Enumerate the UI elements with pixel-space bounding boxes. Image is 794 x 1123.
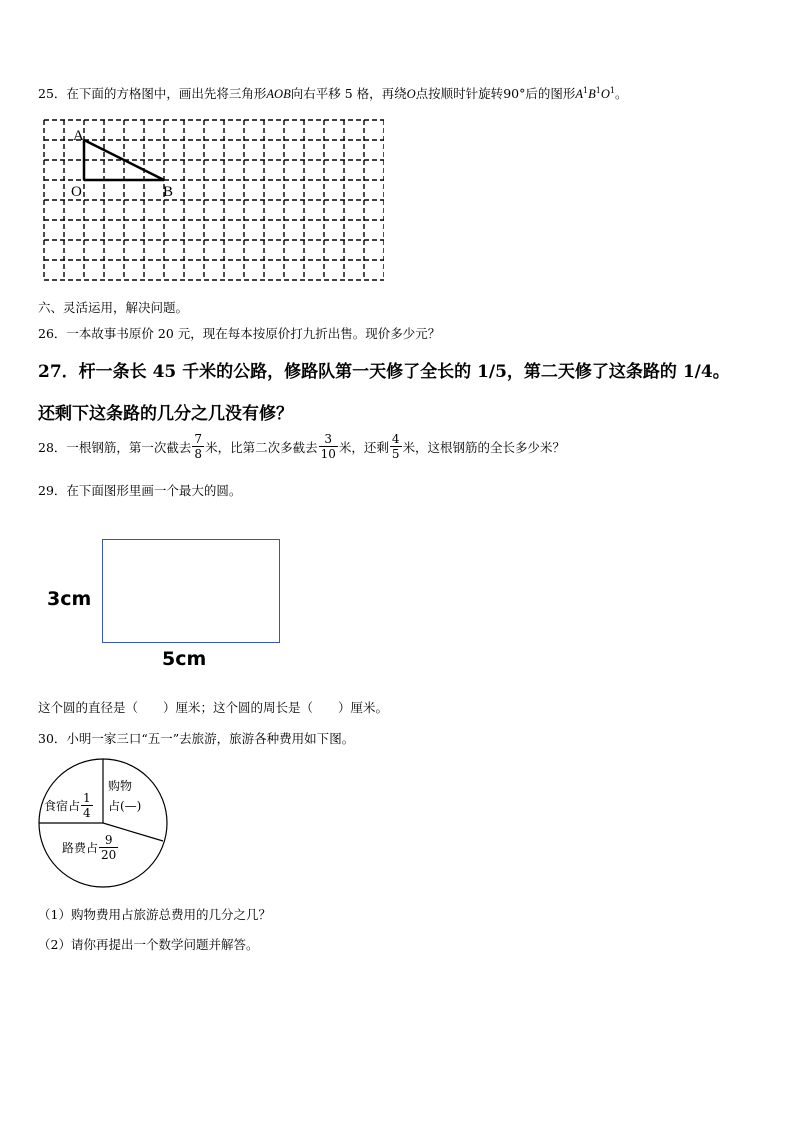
question-26: 26．一本故事书原价 20 元，现在每本按原价打九折出售。现价多少元？ [38,326,441,341]
q30-sub-question-2: （2）请你再提出一个数学问题并解答。 [38,937,259,952]
q25-img-b-sup: 1 [595,85,601,95]
q25-text-b: 向右平移 5 格，再绕 [290,86,407,101]
question-25 [38,84,627,102]
q25-text-a: 在下面的方格图中，画出先将三角形 [66,86,267,101]
question-27-line-1: 27．杆一条长 45 千米的公路，修路队第一天修了全长的 1/5，第二天修了这条路的 1/4。 [38,362,730,382]
q25-text-c: 点按顺时针旋转 [415,86,504,101]
section-6-heading: 六、灵活运用，解决问题。 [38,300,189,315]
question-27-line-2: 还剩下这条路的几分之几没有修？ [38,404,293,424]
pie-label-shopping-line-2: 占(—) [108,799,142,813]
q25-text-e: 。 [614,86,628,101]
pie-label-travel [62,834,119,861]
q30-sub-question-1: （1）购物费用占旅游总费用的几分之几？ [38,907,271,922]
pie-label-lodging-text: 食宿占 [44,799,81,813]
q25-img-a: A [575,87,583,101]
q25-img-a-sup: 1 [583,85,589,95]
dashed-grid [44,120,384,280]
q29-height-label: 3cm [47,588,92,610]
pie-label-shopping-line-1: 购物 [108,779,133,793]
q28-fraction-2-denominator: 10 [320,447,336,461]
q28-fraction-1-numerator: 7 [194,432,203,446]
pie-label-shopping [108,776,141,816]
q25-number: 25． [38,86,67,101]
q28-fraction-2 [319,433,338,460]
q25-grid-figure [40,116,384,284]
q25-img-b: B [588,87,596,101]
q29-rectangle [102,539,280,643]
q29-width-label: 5cm [162,648,207,670]
q28-text-3: 米，还剩 [338,439,389,455]
pie-label-lodging [44,792,94,819]
lodging-denominator: 4 [83,806,91,820]
q25-text-d: 后的图形 [525,86,576,101]
q28-fraction-1-denominator: 8 [194,447,203,461]
q28-fraction-3-numerator: 4 [391,432,400,446]
question-29: 29．在下面图形里画一个最大的圆。 [38,483,242,498]
pie-label-lodging-fraction [81,792,93,819]
q25-img-o-sup: 1 [609,85,615,95]
q30-pie-chart [36,756,170,890]
q28-number: 28． [38,439,67,455]
q25-point-o: O [406,87,416,101]
q25-angle: 90° [503,86,526,101]
q28-text-4: 米，这根钢筋的全长多少米？ [402,439,566,455]
q28-text-1: 一根钢筋，第一次截去 [66,439,192,455]
question-30: 30．小明一家三口“五一”去旅游，旅游各种费用如下图。 [38,731,355,746]
travel-denominator: 20 [101,848,117,862]
q29-answer-line: 这个圆的直径是（ ）厘米；这个圆的周长是（ ）厘米。 [38,700,389,715]
q28-text-2: 米，比第二次多截去 [205,439,318,455]
q28-fraction-3-denominator: 5 [391,447,400,461]
q25-shape-name: AOB [266,87,291,101]
q28-fraction-3 [390,433,402,460]
travel-numerator: 9 [99,834,118,848]
pie-label-travel-text: 路费占 [62,841,99,855]
label-a: A [73,128,84,144]
q28-fraction-1 [192,433,204,460]
question-28 [38,433,565,460]
label-b: B [163,184,174,200]
label-o: O [71,184,82,200]
q25-img-o: O [600,87,610,101]
q28-fraction-2-numerator: 3 [319,433,338,447]
lodging-numerator: 1 [83,791,91,805]
pie-label-travel-fraction [99,834,118,861]
